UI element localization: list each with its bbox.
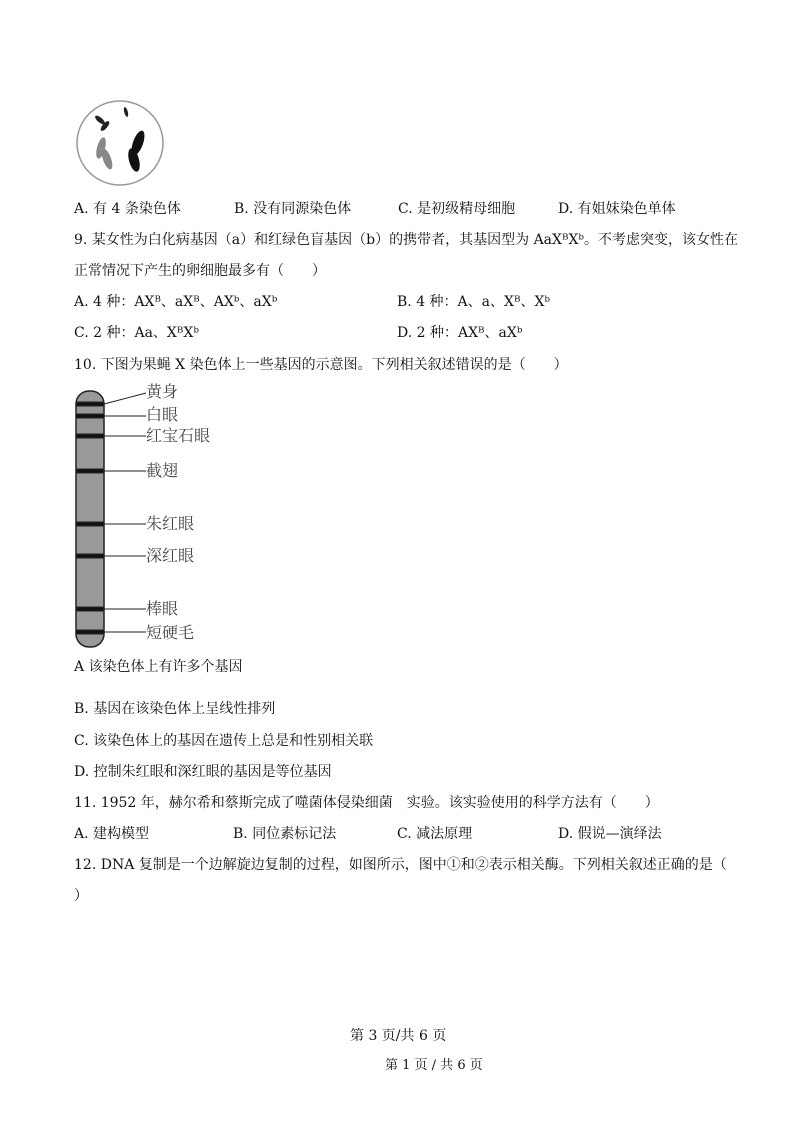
q9-option-a: A. 4 种：AXᴮ、aXᴮ、AXᵇ、aXᵇ [74, 294, 278, 310]
q8-option-a: A. 有 4 条染色体 [74, 201, 181, 217]
x-chromosome-diagram [70, 388, 150, 650]
gene-label-vermilion-eye: 朱红眼 [146, 514, 195, 533]
q11-option-d: D. 假说—演绎法 [558, 826, 662, 842]
gene-label-carmine-eye: 深红眼 [146, 546, 195, 565]
q10-option-d: D. 控制朱红眼和深红眼的基因是等位基因 [74, 764, 332, 780]
q9-option-c: C. 2 种：Aa、XᴮXᵇ [74, 325, 199, 341]
q9-stem-line2: 正常情况下产生的卵细胞最多有（ ） [74, 263, 326, 279]
q10-stem: 10. 下图为果蝇 X 染色体上一些基因的示意图。下列相关叙述错误的是（ ） [74, 357, 568, 373]
q8-option-d: D. 有姐妹染色单体 [558, 201, 676, 217]
q11-option-c: C. 减法原理 [397, 826, 473, 842]
gene-label-cut-wing: 截翅 [146, 461, 179, 480]
chromosome-small-2 [123, 107, 129, 118]
q12-stem-line1: 12. DNA 复制是一个边解旋边复制的过程，如图所示，图中①和②表示相关酶。下列相关叙述正确的是（ [74, 857, 727, 873]
q8-option-c: C. 是初级精母细胞 [398, 201, 516, 217]
chromosome-small-1 [94, 114, 111, 132]
q8-option-b: B. 没有同源染色体 [234, 201, 352, 217]
chromosome-black [126, 129, 147, 173]
gene-label-short-bristle: 短硬毛 [146, 623, 195, 642]
q12-stem-line2: ） [74, 888, 88, 904]
q11-stem: 11. 1952 年，赫尔希和蔡斯完成了噬菌体侵染细菌 实验。该实验使用的科学方法有（ ） [74, 795, 659, 811]
q9-stem-line1: 9. 某女性为白化病基因（a）和红绿色盲基因（b）的携带者，其基因型为 AaXᴮXᵇ。不考虑突变，该女性在 [74, 232, 739, 248]
q10-option-c: C. 该染色体上的基因在遗传上总是和性别相关联 [74, 733, 374, 749]
gene-label-white-eye: 白眼 [146, 405, 179, 424]
cell-figure [74, 98, 166, 188]
footer-inner-page: 第 3 页/共 6 页 [350, 1028, 447, 1044]
q11-option-a: A. 建构模型 [74, 826, 150, 842]
q10-option-b: B. 基因在该染色体上呈线性排列 [74, 701, 276, 717]
gene-label-bar-eye: 棒眼 [146, 599, 179, 618]
gene-label-yellow-body: 黄身 [146, 382, 179, 401]
gene-label-ruby-eye: 红宝石眼 [146, 426, 211, 445]
q10-option-a: A 该染色体上有许多个基因 [74, 659, 243, 675]
q11-option-b: B. 同位素标记法 [233, 826, 337, 842]
chromosome-gray [94, 136, 114, 170]
q9-option-b: B. 4 种：A、a、Xᴮ、Xᵇ [397, 294, 551, 310]
footer-outer-page: 第 1 页 / 共 6 页 [385, 1058, 483, 1073]
q9-option-d: D. 2 种：AXᴮ、aXᵇ [397, 325, 523, 341]
